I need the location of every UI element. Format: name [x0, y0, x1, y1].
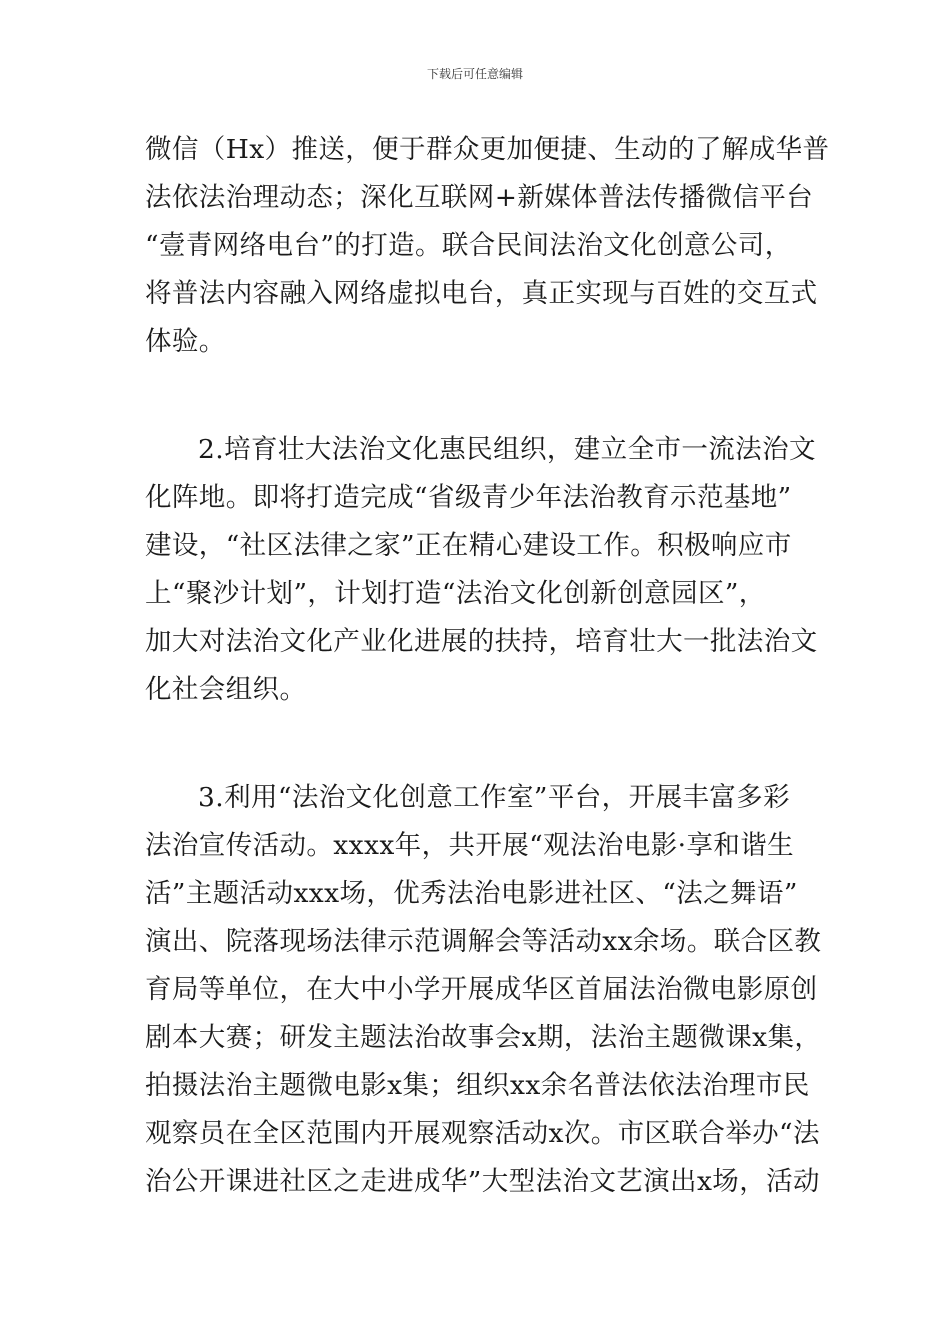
text-line: 微信（Hx）推送，便于群众更加便捷、生动的了解成华普: [145, 134, 830, 165]
text-line: 2.培育壮大法治文化惠民组织，建立全市一流法治文: [198, 434, 816, 465]
text-line: 上“聚沙计划”，计划打造“法治文化创新创意园区”，: [145, 578, 766, 609]
text-line: 育局等单位，在大中小学开展成华区首届法治微电影原创: [145, 974, 818, 1005]
text-line: 建设，“社区法律之家”正在精心建设工作。积极响应市: [145, 530, 792, 561]
text-line: 剧本大赛；研发主题法治故事会x期，法治主题微课x集，: [145, 1022, 822, 1053]
text-line: 拍摄法治主题微电影x集；组织xx余名普法依法治理市民: [145, 1070, 810, 1101]
text-line: 观察员在全区范围内开展观察活动x次。市区联合举办“法: [145, 1118, 820, 1149]
text-line: 3.利用“法治文化创意工作室”平台，开展丰富多彩: [198, 782, 790, 813]
text-line: 化阵地。即将打造完成“省级青少年法治教育示范基地”: [145, 482, 792, 513]
text-line: 法依法治理动态；深化互联网+新媒体普法传播微信平台: [145, 182, 814, 213]
paragraph-2: [145, 426, 818, 714]
page-header: 下载后可任意编辑: [426, 67, 523, 81]
paragraph-1: [145, 126, 830, 366]
text-line: 演出、院落现场法律示范调解会等活动xx余场。联合区教: [145, 926, 822, 957]
text-line: 体验。: [145, 326, 226, 357]
text-line: 治公开课进社区之走进成华”大型法治文艺演出x场，活动: [145, 1166, 820, 1197]
text-line: “壹青网络电台”的打造。联合民间法治文化创意公司，: [145, 230, 792, 261]
text-line: 活”主题活动xxx场，优秀法治电影进社区、“法之舞语”: [145, 878, 798, 909]
paragraph-3: [145, 774, 822, 1206]
text-line: 化社会组织。: [145, 674, 307, 705]
text-line: 将普法内容融入网络虚拟电台，真正实现与百姓的交互式: [145, 278, 818, 309]
text-line: 法治宣传活动。xxxx年，共开展“观法治电影·享和谐生: [145, 830, 795, 861]
text-line: 加大对法治文化产业化进展的扶持，培育壮大一批法治文: [145, 626, 818, 657]
